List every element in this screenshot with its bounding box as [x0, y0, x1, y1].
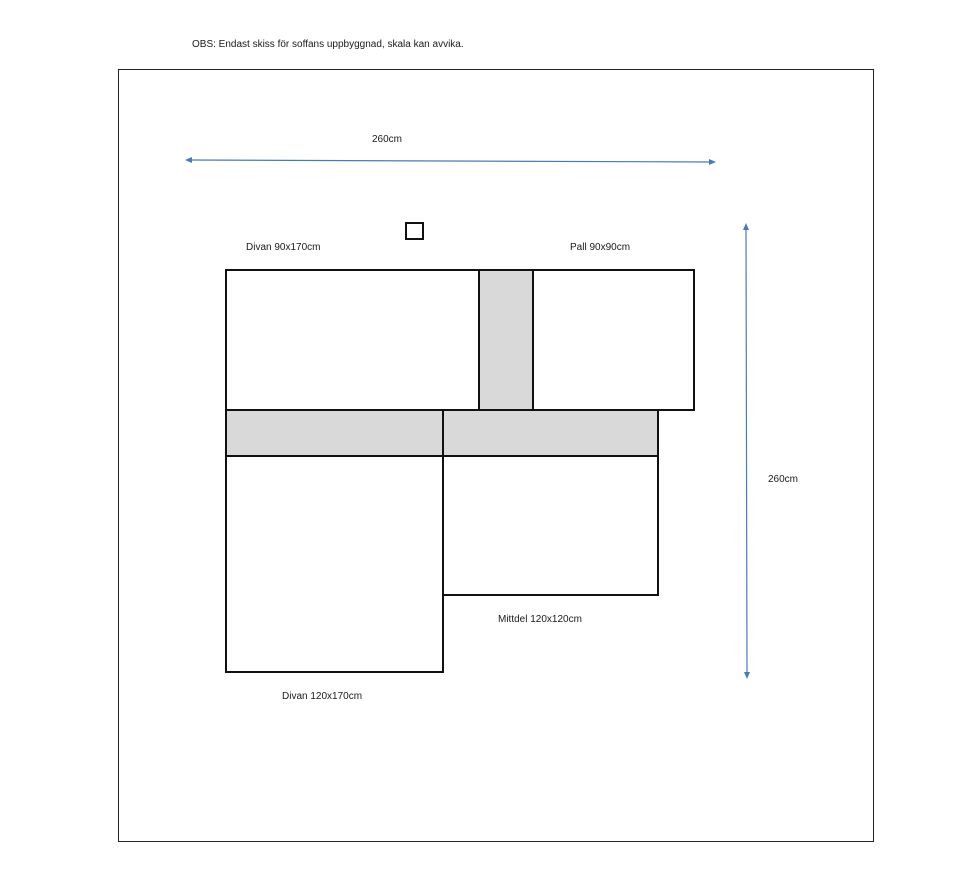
mittdel-120x120-seat	[442, 455, 659, 596]
backrest-left	[225, 409, 444, 457]
height-arrow-top-head	[743, 223, 749, 230]
height-arrow-line	[746, 228, 747, 674]
backrest-right	[442, 409, 659, 457]
divan-120x170-seat	[225, 455, 444, 673]
width-arrow-left-head	[185, 157, 192, 163]
disclaimer-note: OBS: Endast skiss för soffans uppbyggnad, skala kan avvika.	[192, 39, 464, 50]
height-arrow-bottom-head	[744, 672, 750, 679]
width-arrow-right-head	[709, 159, 716, 165]
divan-90x170-seat	[225, 269, 480, 411]
width-arrow-line	[190, 160, 712, 162]
pall-90x90-seat	[532, 269, 695, 411]
label-pall: Pall 90x90cm	[570, 242, 631, 253]
height-dimension-label: 260cm	[768, 474, 799, 485]
width-dimension-label: 260cm	[372, 134, 403, 145]
marker-square	[405, 222, 424, 240]
backrest-vertical	[478, 269, 534, 411]
label-divan-top: Divan 90x170cm	[246, 242, 321, 253]
label-divan-bottom: Divan 120x170cm	[282, 691, 363, 702]
label-mittdel: Mittdel 120x120cm	[498, 614, 582, 625]
